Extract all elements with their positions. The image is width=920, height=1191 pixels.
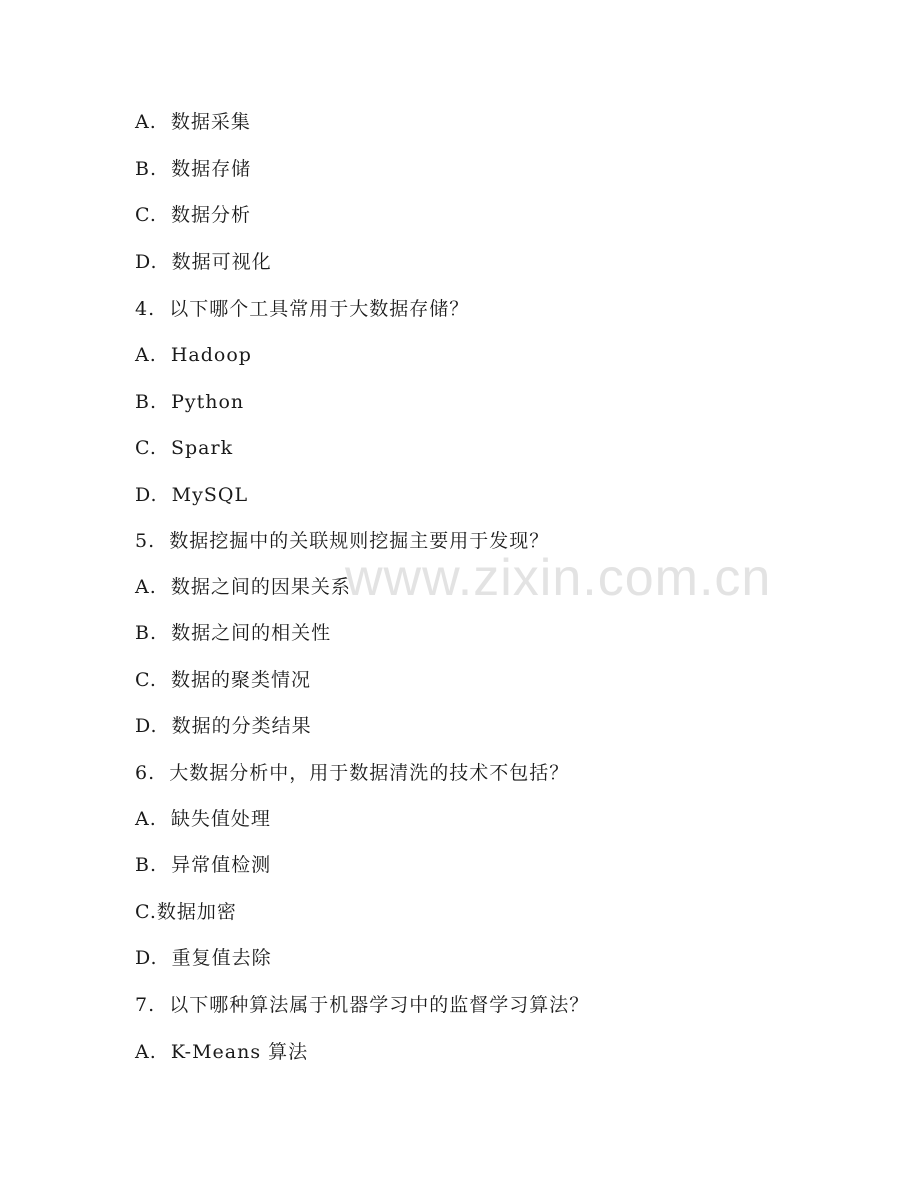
option-b-q5: B. 数据之间的相关性 (135, 622, 332, 644)
option-c-q3: C. 数据分析 (135, 204, 251, 226)
watermark: www.zixin.com.cn (345, 549, 772, 607)
question-6: 6. 大数据分析中，用于数据清洗的技术不包括？ (135, 762, 570, 784)
question-5: 5. 数据挖掘中的关联规则挖掘主要用于发现？ (135, 530, 550, 552)
option-b-q6: B. 异常值检测 (135, 854, 272, 876)
option-a-q7: A. K-Means 算法 (135, 1041, 309, 1063)
option-a-q5: A. 数据之间的因果关系 (135, 576, 351, 598)
question-4: 4. 以下哪个工具常用于大数据存储？ (135, 298, 470, 320)
option-d-q3: D. 数据可视化 (135, 251, 272, 273)
option-d-q6: D. 重复值去除 (135, 947, 272, 969)
option-a-q3: A. 数据采集 (135, 111, 251, 133)
option-b-q4: B. Python (135, 391, 245, 413)
option-d-q4: D. MySQL (135, 484, 249, 506)
question-7: 7. 以下哪种算法属于机器学习中的监督学习算法？ (135, 994, 590, 1016)
option-b-q3: B. 数据存储 (135, 158, 252, 180)
option-c-q6: C.数据加密 (135, 901, 237, 923)
option-d-q5: D. 数据的分类结果 (135, 715, 312, 737)
option-c-q5: C. 数据的聚类情况 (135, 669, 311, 691)
option-a-q4: A. Hadoop (135, 344, 252, 366)
option-c-q4: C. Spark (135, 437, 234, 459)
option-a-q6: A. 缺失值处理 (135, 808, 271, 830)
